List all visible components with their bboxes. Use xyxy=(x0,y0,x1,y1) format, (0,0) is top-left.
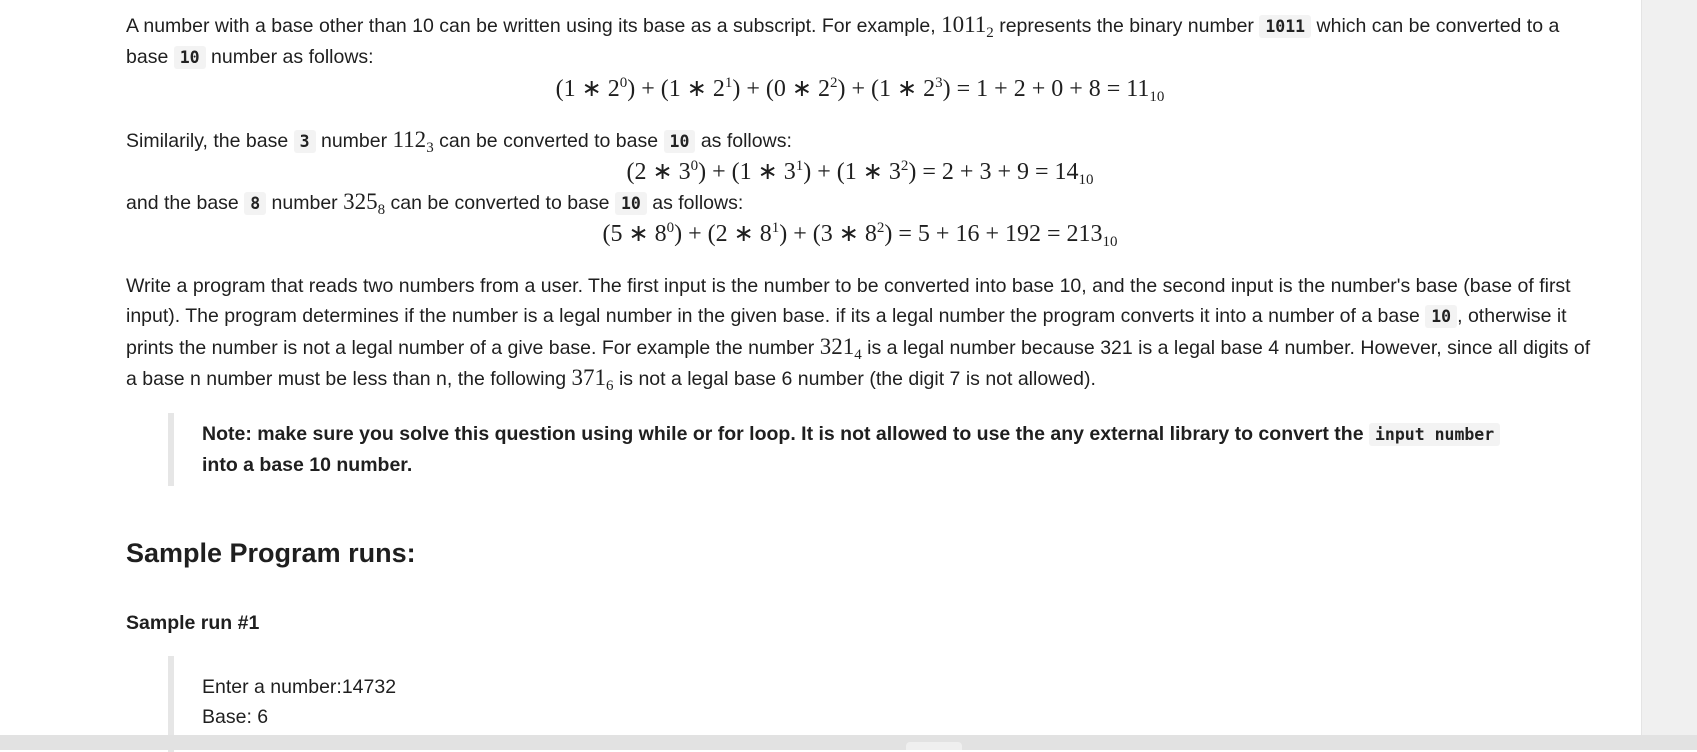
eq1-exp-d: 3 xyxy=(935,75,943,91)
input-number-code-inline: input number xyxy=(1369,423,1500,446)
eq3-exp-c: 2 xyxy=(876,220,885,236)
eq2-exp-b: 1 xyxy=(795,158,804,174)
base3-number-math xyxy=(392,127,434,156)
eq1-exp-c: 2 xyxy=(829,75,838,91)
base3-text-2: number xyxy=(320,130,388,152)
eq1-term-a: (1 ∗ 2 xyxy=(555,76,620,102)
sample-runs-heading: Sample Program runs: xyxy=(126,538,416,568)
eq1-term-b: ) + (1 ∗ 2 xyxy=(627,76,725,102)
eq2-result-base: 10 xyxy=(1078,172,1094,188)
eq1-exp-a: 0 xyxy=(619,75,628,91)
eq1-result-base: 10 xyxy=(1149,89,1165,105)
base3-text-4: as follows: xyxy=(700,130,792,152)
illegal-example-math xyxy=(571,365,614,394)
equation-binary xyxy=(126,74,1594,104)
equation-base3 xyxy=(126,157,1594,187)
base3-number: 112 xyxy=(392,127,427,152)
eq3-result: ) = 5 + 16 + 192 = 213 xyxy=(884,221,1103,247)
base3-code-inline: 3 xyxy=(294,130,316,153)
base8-text-2: number xyxy=(271,192,338,214)
legal-example-subscript: 4 xyxy=(854,347,862,363)
base8-text-4: as follows: xyxy=(652,192,744,214)
base-10-code-inline: 10 xyxy=(174,46,206,69)
task-text-2: , otherwise it prints the number is not a legal number of a give base. For example the number xyxy=(126,305,1567,359)
eq1-result: ) = 1 + 2 + 0 + 8 = 11 xyxy=(942,76,1150,102)
eq2-term-b: ) + (1 ∗ 3 xyxy=(698,159,796,185)
eq3-exp-b: 1 xyxy=(771,220,780,236)
vertical-scrollbar[interactable] xyxy=(1641,0,1697,735)
eq2-result: ) = 2 + 3 + 9 = 14 xyxy=(908,159,1079,185)
run-line-base: Base: 6 xyxy=(202,706,269,728)
horizontal-scrollbar-thumb[interactable] xyxy=(906,742,962,750)
problem-content xyxy=(126,10,1594,752)
example-base-subscript: 2 xyxy=(986,25,994,41)
eq2-term-c: ) + (1 ∗ 3 xyxy=(803,159,901,185)
eq2-term-a: (2 ∗ 3 xyxy=(626,159,691,185)
base8-to-10-code-inline: 10 xyxy=(615,192,647,215)
sample-run-1-label: Sample run #1 xyxy=(126,612,260,634)
intro-text-2: represents the binary number xyxy=(999,15,1254,37)
eq1-term-d: ) + (1 ∗ 2 xyxy=(837,76,936,102)
legal-example-math xyxy=(819,334,862,363)
illegal-example-subscript: 6 xyxy=(606,378,614,394)
legal-example-number: 321 xyxy=(819,334,855,359)
base8-code-inline: 8 xyxy=(244,192,266,215)
task-description-paragraph xyxy=(126,271,1594,394)
eq3-term-b: ) + (2 ∗ 8 xyxy=(674,221,772,247)
task-text-4: is not a legal base 6 number (the digit 7 is not allowed). xyxy=(618,368,1096,390)
eq3-result-base: 10 xyxy=(1102,234,1118,250)
base3-number-subscript: 3 xyxy=(426,140,434,156)
base3-text-3: can be converted to base xyxy=(439,130,659,152)
note-text-1: Note: make sure you solve this question using while or for loop. It is not allowed to use the any external library to convert the xyxy=(202,423,1364,445)
task-base-10-code-inline: 10 xyxy=(1425,305,1457,328)
intro-text-3: which can be converted to a base xyxy=(126,15,1560,68)
note-text-2: into a base 10 number. xyxy=(202,454,413,476)
intro-paragraph xyxy=(126,10,1594,73)
intro-text-4: number as follows: xyxy=(211,46,374,68)
illegal-example-number: 371 xyxy=(571,365,607,390)
eq2-exp-c: 2 xyxy=(900,158,909,174)
example-number: 1011 xyxy=(941,12,987,37)
base3-text-1: Similarily, the base xyxy=(126,130,289,152)
run-line-number: Enter a number:14732 xyxy=(202,676,397,698)
eq2-exp-a: 0 xyxy=(690,158,699,174)
eq3-exp-a: 0 xyxy=(666,220,675,236)
base8-number-math xyxy=(343,189,386,218)
binary-code-inline: 1011 xyxy=(1259,15,1311,38)
base8-text-1: and the base xyxy=(126,192,239,214)
eq1-term-c: ) + (0 ∗ 2 xyxy=(732,76,830,102)
base8-number: 325 xyxy=(343,189,378,214)
eq1-exp-b: 1 xyxy=(724,75,733,91)
task-text-1: Write a program that reads two numbers from a user. The first input is the number to be converted into base 10, and the second input is the number's base (base of first input). The program determines if the number is a legal number in the given base. if its a legal number the program converts it into a number of a base xyxy=(126,275,1571,327)
horizontal-scrollbar[interactable] xyxy=(0,735,1697,750)
note-blockquote xyxy=(168,413,1522,486)
base3-to-10-code-inline: 10 xyxy=(664,130,696,153)
base3-paragraph xyxy=(126,125,1594,157)
equation-base8 xyxy=(126,219,1594,249)
example-number-math xyxy=(941,12,994,41)
eq3-term-a: (5 ∗ 8 xyxy=(602,221,667,247)
base8-paragraph xyxy=(126,187,1594,219)
eq3-term-c: ) + (3 ∗ 8 xyxy=(779,221,877,247)
base8-number-subscript: 8 xyxy=(377,202,386,218)
base8-text-3: can be converted to base xyxy=(390,192,610,214)
intro-text-1: A number with a base other than 10 can be written using its base as a subscript. For example, xyxy=(126,15,936,37)
task-text-3: is a legal number because 321 is a legal base 4 number. However, since all digits of a base n number must be less than n, the following xyxy=(126,337,1591,390)
